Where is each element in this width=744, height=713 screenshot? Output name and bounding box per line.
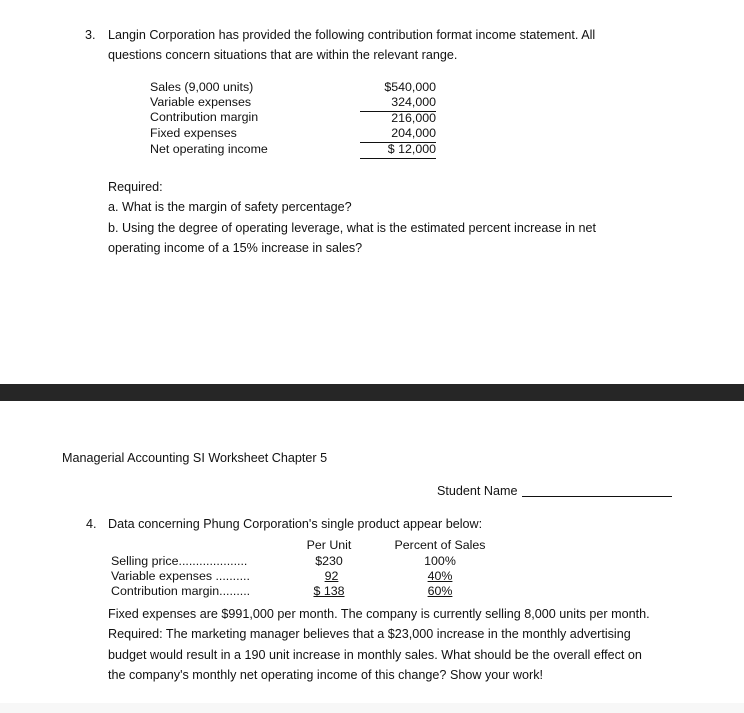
question-4-fixed-expenses: Fixed expenses are $991,000 per month. The company is currently selling 8,000 units per month. — [108, 607, 650, 621]
question-3-intro-line-1: Langin Corporation has provided the following contribution format income statement. All — [108, 28, 596, 42]
percent-variable-expenses: 40% — [427, 569, 453, 583]
question-4-number: 4. — [86, 517, 97, 531]
row-label-contribution-margin: Contribution margin......... — [111, 584, 251, 598]
question-4-required-line-3: the company's monthly net operating income of this change? Show your work! — [108, 668, 544, 682]
col-header-percent: Percent of Sales — [394, 538, 486, 552]
row-label-selling-price: Selling price.................... — [111, 554, 248, 568]
per-unit-variable-expenses: 92 — [324, 569, 339, 583]
student-name-line — [522, 496, 672, 497]
col-header-per-unit: Per Unit — [306, 538, 352, 552]
question-3-required: Required: — [108, 180, 163, 194]
statement-label-variable: Variable expenses — [150, 95, 252, 109]
per-unit-cm-wrap — [300, 584, 358, 600]
question-3-part-a: a. What is the margin of safety percentage? — [108, 200, 352, 214]
per-unit-selling-price: $230 — [315, 554, 343, 568]
percent-cm-wrap — [386, 584, 494, 600]
statement-value-cm: 216,000 — [391, 111, 436, 125]
per-unit-contribution-margin: $ 138 — [313, 584, 345, 598]
page-bottom-edge — [0, 703, 744, 713]
statement-label-sales: Sales (9,000 units) — [150, 80, 254, 94]
percent-variable-wrap — [386, 569, 494, 585]
question-3-part-b-line-1: b. Using the degree of operating leverage, what is the estimated percent increase in net — [108, 221, 596, 235]
statement-label-cm: Contribution margin — [150, 110, 259, 124]
worksheet-title: Managerial Accounting SI Worksheet Chapter 5 — [62, 451, 328, 465]
student-name-label: Student Name — [437, 484, 518, 498]
statement-value-noi: $ 12,000 — [360, 142, 436, 159]
statement-value-variable: 324,000 — [360, 95, 436, 112]
per-unit-variable-wrap — [300, 569, 358, 585]
percent-selling-price: 100% — [424, 554, 456, 568]
statement-value-sales: $540,000 — [384, 80, 436, 94]
percent-contribution-margin: 60% — [427, 584, 453, 598]
statement-label-fixed: Fixed expenses — [150, 126, 237, 140]
question-3-part-b-line-2: operating income of a 15% increase in sales? — [108, 241, 363, 255]
statement-value-fixed: 204,000 — [360, 126, 436, 143]
page-break-bar — [0, 384, 744, 401]
question-4-intro: Data concerning Phung Corporation's single product appear below: — [108, 517, 483, 531]
question-4-required-line-2: budget would result in a 190 unit increase in monthly sales. What should be the overall effect on — [108, 648, 642, 662]
question-3-number: 3. — [85, 28, 96, 42]
statement-label-noi: Net operating income — [150, 142, 268, 156]
question-4-required-line-1: Required: The marketing manager believes that a $23,000 increase in the monthly advertising — [108, 627, 631, 641]
row-label-variable-expenses: Variable expenses .......... — [111, 569, 250, 583]
question-3-intro-line-2: questions concern situations that are within the relevant range. — [108, 48, 458, 62]
